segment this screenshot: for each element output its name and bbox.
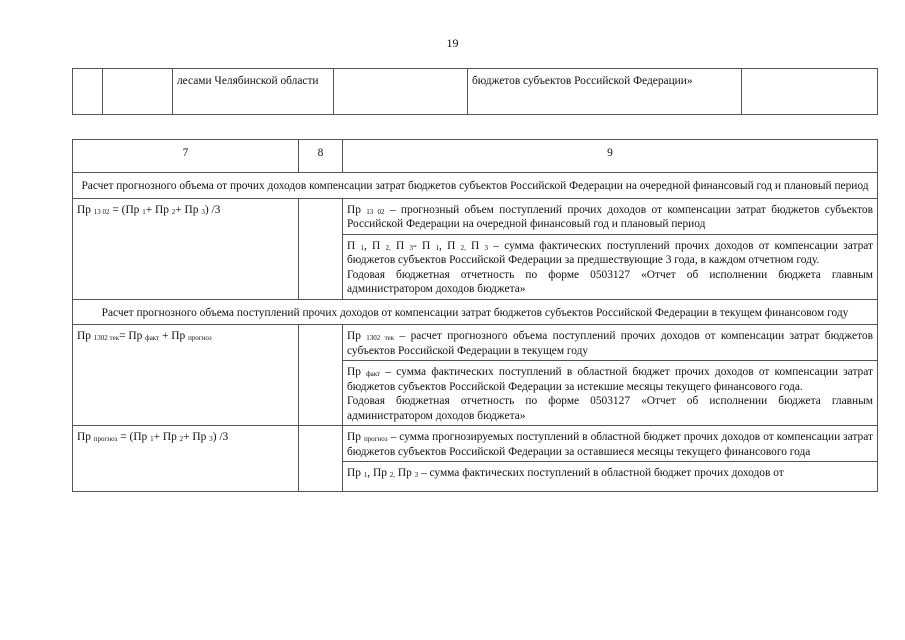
continuation-row (73, 69, 878, 115)
table-row (73, 325, 878, 361)
formula-cell: Пр $_{прогноз}$ = (Пр $_1$+ Пр $_2$+ Пр $_3$) /3 (73, 426, 299, 492)
description-cell: П $_1$, П $_{2,}$ П $_3$- П $_1$, П $_{2,}$ П $_3$ – сумма фактических поступлений прочих доходов от компенсации затрат бюджетов субъектов Российской Федерации за предшествующие 3 года, в каждом отчетном году. Годовая бюджетная отчетность по форме 0503127 «Отчет об исполнении бюджета главным администратором доходов бюджета» (343, 234, 878, 299)
column-header-9: 9 (343, 140, 878, 173)
description-cell: Пр $_{прогноз}$ – сумма прогнозируемых поступлений в областной бюджет прочих доходов от компенсации затрат бюджетов субъектов Российской Федерации за оставшиеся месяцы текущего финансового года (343, 426, 878, 462)
section-title: Расчет прогнозного объема от прочих доходов компенсации затрат бюджетов субъектов Российской Федерации на очередной финансовый год и плановый период (73, 173, 878, 199)
description-cell: Пр $_{13 02}$ – прогнозный объем поступлений прочих доходов от компенсации затрат бюджетов субъектов Российской Федерации на очередной финансовый год и плановый период (343, 198, 878, 234)
empty-cell (299, 426, 343, 492)
cell-4 (334, 69, 468, 115)
cell-5: бюджетов субъектов Российской Федерации» (468, 69, 742, 115)
continuation-table (72, 68, 878, 115)
formula-cell: Пр $_{13 02}$ = (Пр $_1$+ Пр $_2$+ Пр $_3$) /3 (73, 198, 299, 299)
cell-6 (742, 69, 878, 115)
empty-cell (299, 198, 343, 299)
page-number: 19 (446, 36, 459, 50)
cell-1 (73, 69, 103, 115)
table-row (73, 426, 878, 462)
cell-2 (103, 69, 173, 115)
table-row (73, 198, 878, 234)
main-table (72, 139, 878, 492)
description-cell: Пр $_{1302 тек}$ – расчет прогнозного объема поступлений прочих доходов от компенсации затрат бюджетов субъектов Российской Федерации в текущем году (343, 325, 878, 361)
column-header-row (73, 140, 878, 173)
column-header-7: 7 (73, 140, 299, 173)
formula-cell: Пр $_{1302 тек}$= Пр $_{факт}$ + Пр $_{прогноз}$ (73, 325, 299, 426)
empty-cell (299, 325, 343, 426)
description-cell: Пр $_{факт}$ – сумма фактических поступлений в областной бюджет прочих доходов от компенсации затрат бюджетов субъектов Российской Федерации за истекшие месяцы текущего финансового года. Годовая бюджетная отчетность по форме 0503127 «Отчет об исполнении бюджета главным администратором доходов бюджета» (343, 361, 878, 426)
section-title-row (73, 299, 878, 325)
column-header-8: 8 (299, 140, 343, 173)
section-title-row (73, 173, 878, 199)
cell-3: лесами Челябинской области (173, 69, 334, 115)
section-title: Расчет прогнозного объема поступлений прочих доходов от компенсации затрат бюджетов субъектов Российской Федерации в текущем финансовом году (73, 299, 878, 325)
description-cell: Пр $_1$, Пр $_{2,}$ Пр $_3$ – сумма фактических поступлений в областной бюджет прочих доходов от (343, 462, 878, 492)
